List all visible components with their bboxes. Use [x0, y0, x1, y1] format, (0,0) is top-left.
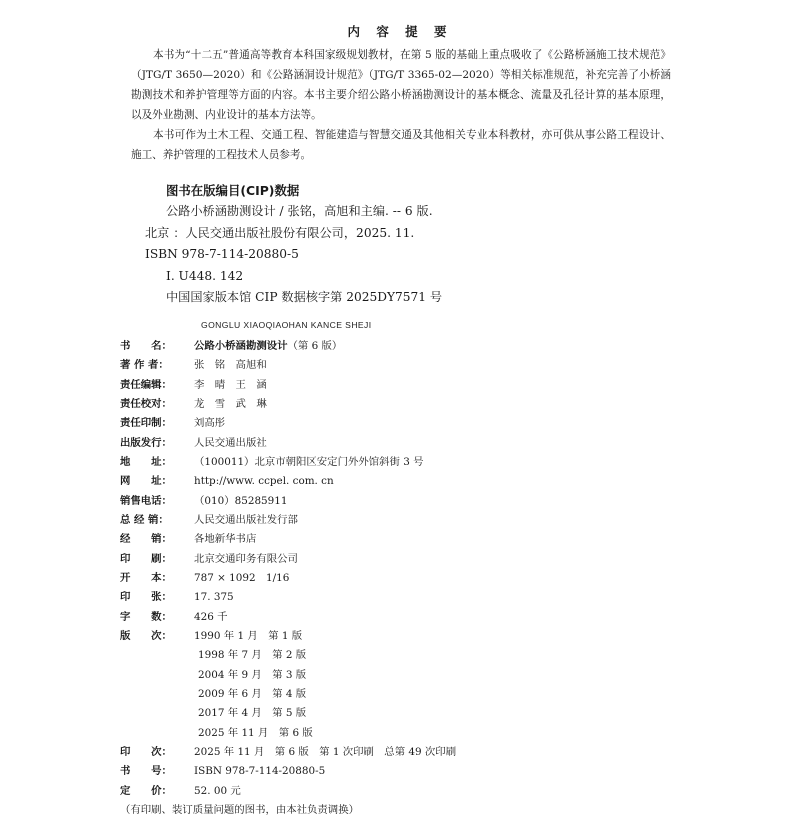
pinyin-title: GONGLU XIAOQIAOHAN KANCE SHEJI [201, 320, 372, 330]
editions-row [120, 627, 680, 646]
website-label: 网 址： [120, 475, 172, 488]
proofreaders-value: 龙 雪 武 琳 [194, 397, 267, 410]
cip-title: 图书在版编目(CIP)数据 [166, 183, 300, 198]
isbn-value: ISBN 978-7-114-20880-5 [194, 765, 326, 778]
editions-label: 版 次： [120, 629, 172, 642]
address-label: 地 址： [120, 455, 172, 468]
distributor-label: 经 销： [120, 533, 172, 546]
distributor-row [120, 530, 680, 549]
proofreaders-row [120, 395, 680, 414]
format-value: 787 × 1092 1/16 [194, 571, 290, 584]
format-label: 开 本： [120, 571, 172, 584]
cip-publisher-line: 北京 ：人民交通出版社股份有限公司，2025. 11. [145, 225, 415, 240]
price-row [120, 782, 680, 801]
book-name-value [194, 337, 342, 356]
summary-line: 的基本原理，以及外业勘测、内业设计的基本方法等。 [131, 89, 672, 121]
sales-phone-value: （010）85285911 [194, 494, 288, 507]
colophon-block [120, 337, 680, 820]
edition-entry: 1998 年 7 月 第 2 版 [198, 649, 307, 662]
cip-data-block [145, 201, 665, 309]
book-name-label: 书 名： [120, 340, 172, 352]
sheets-value: 17. 375 [194, 591, 234, 604]
edition-entry: 2025 年 11 月 第 6 版 [198, 726, 313, 739]
general-distributor-label: 总 经 销： [120, 513, 169, 526]
edition-entry: 1990 年 1 月 第 1 版 [194, 629, 303, 642]
sales-phone-row [120, 492, 680, 511]
publisher-row [120, 434, 680, 453]
printer-row [120, 550, 680, 569]
summary-line: 本书为“十二五”普通高等教育本科国家级规划教材，在第 5 版的基础上重点吸收了《公路桥涵施工技术 [153, 49, 639, 61]
word-count-row [120, 608, 680, 627]
price-value: 52. 00 元 [194, 784, 241, 797]
isbn-row [120, 762, 680, 781]
printer-value: 北京交通印务有限公司 [194, 552, 298, 565]
summary-line: 桥涵勘测技术和养护管理等方面的内容。本书主要介绍公路小桥涵勘测设计的基本概念、流量及孔径计算 [131, 69, 672, 101]
print-supervisor-row [120, 414, 680, 433]
general-distributor-row [120, 511, 680, 530]
summary-heading: 内 容 提 要 [347, 24, 453, 39]
word-count-label: 字 数： [120, 610, 172, 623]
website-value: http://www. ccpel. com. cn [194, 475, 334, 488]
authors-value: 张 铭 高旭和 [194, 359, 267, 372]
sheets-row [120, 588, 680, 607]
quality-note: （有印刷、装订质量问题的图书，由本社负责调换） [120, 803, 359, 816]
address-row [120, 453, 680, 472]
cip-book-line: 公路小桥涵勘测设计 / 张铭，高旭和主编. -- 6 版. [166, 204, 433, 218]
print-supervisor-label: 责任印制： [120, 417, 172, 430]
editors-label: 责任编辑： [120, 378, 172, 391]
authors-row [120, 356, 680, 375]
impression-row [120, 743, 680, 762]
editors-value: 李 晴 王 涵 [194, 378, 267, 391]
editors-row [120, 376, 680, 395]
cip-isbn-line: ISBN 978-7-114-20880-5 [145, 247, 299, 262]
authors-label: 著 作 者： [120, 359, 169, 372]
summary-line: 本书可作为土木工程、交通工程、智能建造与智慧交通及其他相关专业本科教材，亦可供从事公路工程 [153, 129, 639, 141]
book-name-row [120, 337, 680, 356]
summary-paragraph-2 [131, 125, 671, 165]
edition-entry: 2009 年 6 月 第 4 版 [198, 687, 307, 700]
edition-entry: 2017 年 4 月 第 5 版 [198, 707, 307, 720]
book-title: 公路小桥涵勘测设计 [194, 340, 288, 352]
book-edition: （第 6 版） [287, 340, 343, 352]
summary-text [131, 45, 671, 165]
summary-paragraph-1 [131, 45, 671, 125]
website-row [120, 472, 680, 491]
word-count-value: 426 千 [194, 610, 228, 623]
cip-classification-line: Ⅰ. U448. 142 [166, 268, 244, 283]
isbn-label: 书 号： [120, 765, 172, 778]
impression-label: 印 次： [120, 745, 172, 758]
publisher-value: 人民交通出版社 [194, 436, 267, 449]
distributor-value: 各地新华书店 [194, 533, 257, 546]
publisher-label: 出版发行： [120, 436, 172, 449]
price-label: 定 价： [120, 784, 172, 797]
summary-line: 规范》（JTG/T 3650—2020）和《公路涵洞设计规范》（JTG/T 3365-02—2020）等相关标准规范，补充完善了小 [131, 49, 671, 81]
proofreaders-label: 责任校对： [120, 397, 172, 410]
cip-record-number-line: 中国国家版本馆 CIP 数据核字第 2025DY7571 号 [166, 290, 443, 305]
sales-phone-label: 销售电话： [120, 494, 172, 507]
general-distributor-value: 人民交通出版社发行部 [194, 513, 298, 526]
address-value: （100011）北京市朝阳区安定门外外馆斜街 3 号 [194, 455, 424, 468]
sheets-label: 印 张： [120, 591, 172, 604]
impression-value: 2025 年 11 月 第 6 版 第 1 次印刷 总第 49 次印刷 [194, 745, 457, 758]
edition-entry: 2004 年 9 月 第 3 版 [198, 668, 307, 681]
format-row [120, 569, 680, 588]
printer-label: 印 刷： [120, 552, 172, 565]
summary-line: 设计、施工、养护管理的工程技术人员参考。 [131, 129, 671, 161]
print-supervisor-value: 刘高彤 [194, 417, 226, 430]
